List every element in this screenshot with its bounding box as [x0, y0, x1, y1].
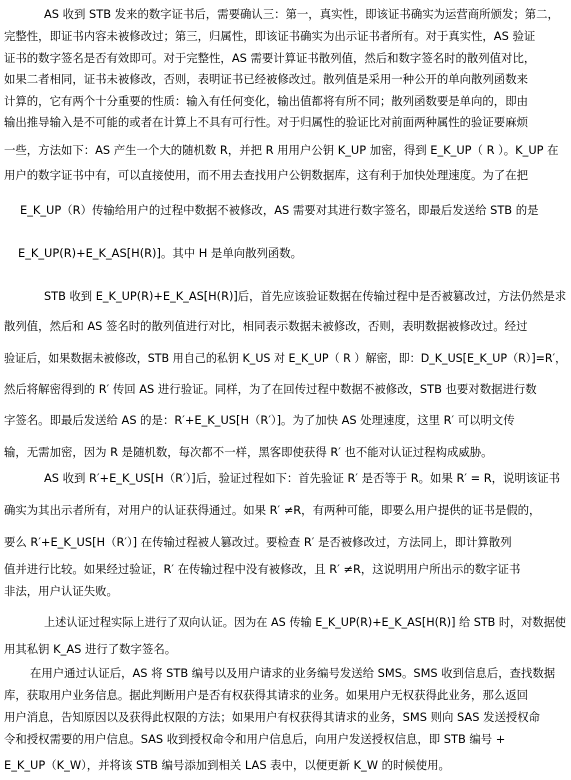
text-line: 令和授权需要的用户信息。SAS 收到授权命令和用户信息后，向用户发送授权信息，即 STB 编号 +: [4, 732, 506, 746]
text-line: E_K_UP（K_W），并将该 STB 编号添加到相关 LAS 表中，以便更新 K_W 的时候使用。: [4, 758, 450, 772]
text-line: 字签名。即最后发送给 AS 的是：R′+E_K_US[H（R′）]。为了加快 AS 处理速度，这里 R′ 可以明文传: [4, 413, 515, 427]
text-line: 如果二者相同，证书未被修改，否则，表明证书已经被修改过。散列值是采用一种公开的单向散列函数来: [4, 72, 528, 86]
text-line: 上述认证过程实际上进行了双向认证。因为在 AS 传输 E_K_UP(R)+E_K_AS[H(R)] 给 STB 时，对数据使: [44, 615, 566, 629]
text-line: 用其私钥 K_AS 进行了数字签名。: [4, 642, 177, 656]
text-line: STB 收到 E_K_UP(R)+E_K_AS[H(R)]后，首先应该验证数据在传输过程中是否被篡改过，方法仍然是求: [44, 289, 567, 303]
text-line: 用户消息，告知原因以及获得此权限的方法；如果用户有权获得其请求的业务，SMS 则向 SAS 发送授权命: [4, 710, 541, 724]
text-line: E_K_UP(R)+E_K_AS[H(R)]。其中 H 是单向散列函数。: [18, 246, 303, 260]
text-line: 一些，方法如下：AS 产生一个大的随机数 R，并把 R 用用户公钥 K_UP 加密，得到 E_K_UP（ R ）。K_UP 在: [4, 143, 559, 157]
text-line: 非法，用户认证失败。: [4, 584, 118, 598]
text-line: AS 收到 STB 发来的数字证书后，需要确认三：第一，真实性，即该证书确实为运营商所颁发；第二，: [44, 7, 559, 21]
text-line: 散列值，然后和 AS 签名时的散列值进行对比，相同表示数据未被修改，否则，表明数据被修改过。经过: [4, 319, 528, 333]
text-line: 完整性，即证书内容未被修改过；第三，归属性，即该证书确实为出示证书者所有。对于真实性，AS 验证: [4, 29, 536, 43]
text-line: 用户的数字证书中有，可以直接使用，而不用去查找用户公钥数据库，这有利于加快处理速度。为了在把: [4, 168, 528, 182]
text-line: 证书的数字签名是否有效即可。对于完整性，AS 需要计算证书散列值，然后和数字签名时的散列值对比，: [4, 51, 536, 65]
text-line: 然后将解密得到的 R′ 传回 AS 进行验证。同样，为了在回传过程中数据不被修改，STB 也要对数据进行数: [4, 382, 537, 396]
text-line: AS 收到 R′+E_K_US[H（R′）]后，验证过程如下：首先验证 R′ 是否等于 R。如果 R′ = R，说明该证书: [44, 471, 561, 485]
text-line: 确实为其出示者所有，对用户的认证获得通过。如果 R′ ≠R，有两种可能，即要么用户提供的证书是假的，: [4, 503, 541, 517]
text-line: 值并进行比较。如果经过验证，R′ 在传输过程中没有被修改，且 R′ ≠R，这说明用户所出示的数字证书: [4, 562, 521, 576]
text-line: 验证后，如果数据未被修改，STB 用自己的私钥 K_US 对 E_K_UP（ R ）解密，即：D_K_US[E_K_UP（R）]=R′，: [4, 351, 567, 365]
text-line: 在用户通过认证后，AS 将 STB 编号以及用户请求的业务编号发送给 SMS。SMS 收到信息后，查找数据: [30, 666, 556, 680]
text-line: 输出推导输入是不可能的或者在计算上不具有可行性。对于归属性的验证比对前面两种属性的验证要麻烦: [4, 115, 528, 129]
text-line: 要么 R′+E_K_US[H（R′）] 在传输过程被人篡改过。要检查 R′ 是否被修改过，方法同上，即计算散列: [4, 535, 512, 549]
text-line: E_K_UP（R）传输给用户的过程中数据不被修改，AS 需要对其进行数字签名，即最后发送给 STB 的是: [20, 203, 539, 217]
text-line: 输，无需加密，因为 R 是随机数，每次都不一样，黑客即使获得 R′ 也不能对认证过程构成威胁。: [4, 445, 493, 459]
text-line: 计算的，它有两个十分重要的性质：输入有任何变化，输出值都将有所不同；散列函数要是单向的，即由: [4, 94, 528, 108]
text-line: 库，获取用户业务信息。据此判断用户是否有权获得其请求的业务。如果用户无权获得此业务，那么返回: [4, 688, 528, 702]
